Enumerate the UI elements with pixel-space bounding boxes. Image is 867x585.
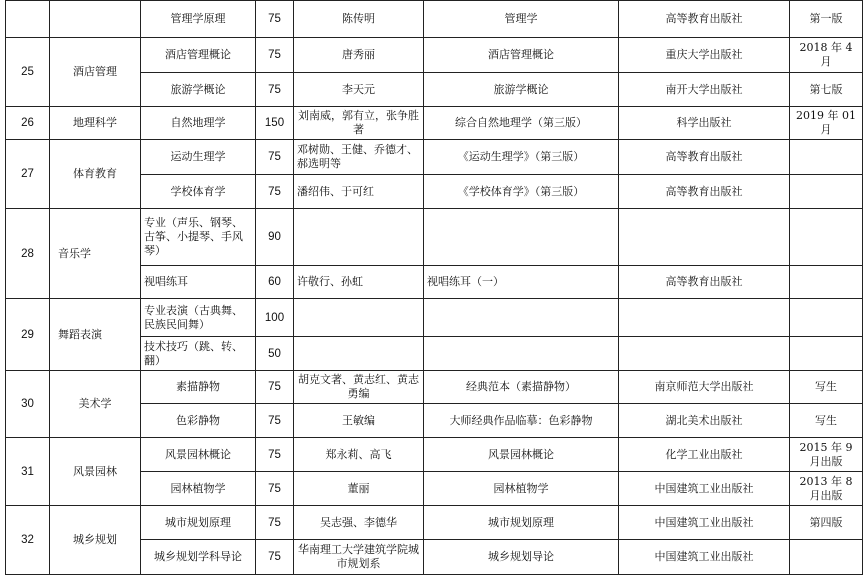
course-cell: 色彩静物 bbox=[141, 404, 256, 438]
table-row bbox=[6, 371, 863, 404]
hours-cell: 50 bbox=[256, 337, 294, 371]
hours-cell: 75 bbox=[256, 540, 294, 575]
hours-cell: 75 bbox=[256, 404, 294, 438]
course-cell: 素描静物 bbox=[141, 371, 256, 404]
course-cell: 风景园林概论 bbox=[141, 438, 256, 472]
author-cell: 李天元 bbox=[294, 73, 424, 107]
course-cell: 旅游学概论 bbox=[141, 73, 256, 107]
author-cell: 王敏编 bbox=[294, 404, 424, 438]
course-cell: 管理学原理 bbox=[141, 1, 256, 38]
table-row bbox=[6, 38, 863, 73]
book-cell: 综合自然地理学（第三版） bbox=[424, 107, 619, 140]
row-number: 29 bbox=[6, 299, 50, 371]
major-cell: 舞蹈表演 bbox=[50, 299, 141, 371]
course-cell: 专业（声乐、钢琴、古筝、小提琴、手风琴） bbox=[141, 209, 256, 266]
author-cell: 陈传明 bbox=[294, 1, 424, 38]
book-cell: 风景园林概论 bbox=[424, 438, 619, 472]
publisher-cell bbox=[619, 209, 790, 266]
table-row bbox=[6, 438, 863, 472]
edition-cell bbox=[790, 140, 863, 175]
hours-cell: 100 bbox=[256, 299, 294, 337]
edition-cell bbox=[790, 209, 863, 266]
course-cell: 城乡规划学科导论 bbox=[141, 540, 256, 575]
table-row bbox=[6, 299, 863, 337]
course-cell: 视唱练耳 bbox=[141, 266, 256, 299]
table-row bbox=[6, 506, 863, 540]
hours-cell: 75 bbox=[256, 175, 294, 209]
publisher-cell: 化学工业出版社 bbox=[619, 438, 790, 472]
edition-cell: 第七版 bbox=[790, 73, 863, 107]
edition-cell bbox=[790, 337, 863, 371]
hours-cell: 75 bbox=[256, 1, 294, 38]
author-cell: 许敬行、孙虹 bbox=[294, 266, 424, 299]
row-number: 28 bbox=[6, 209, 50, 299]
book-cell: 《运动生理学》（第三版） bbox=[424, 140, 619, 175]
edition-cell bbox=[790, 266, 863, 299]
book-cell: 《学校体育学》（第三版） bbox=[424, 175, 619, 209]
major-cell: 地理科学 bbox=[50, 107, 141, 140]
author-cell: 华南理工大学建筑学院城市规划系 bbox=[294, 540, 424, 575]
edition-cell bbox=[790, 175, 863, 209]
course-cell: 运动生理学 bbox=[141, 140, 256, 175]
major-cell: 音乐学 bbox=[50, 209, 141, 299]
book-cell: 城市规划原理 bbox=[424, 506, 619, 540]
publisher-cell: 南开大学出版社 bbox=[619, 73, 790, 107]
publisher-cell: 重庆大学出版社 bbox=[619, 38, 790, 73]
book-cell bbox=[424, 209, 619, 266]
author-cell: 郑永莉、高飞 bbox=[294, 438, 424, 472]
major-cell: 城乡规划 bbox=[50, 506, 141, 575]
book-list-table bbox=[5, 0, 863, 575]
row-number bbox=[6, 1, 50, 38]
edition-cell: 第四版 bbox=[790, 506, 863, 540]
hours-cell: 75 bbox=[256, 438, 294, 472]
row-number: 27 bbox=[6, 140, 50, 209]
major-cell: 风景园林 bbox=[50, 438, 141, 506]
book-cell: 酒店管理概论 bbox=[424, 38, 619, 73]
author-cell: 董丽 bbox=[294, 472, 424, 506]
book-cell: 视唱练耳（一） bbox=[424, 266, 619, 299]
edition-cell: 写生 bbox=[790, 404, 863, 438]
publisher-cell: 高等教育出版社 bbox=[619, 140, 790, 175]
book-cell bbox=[424, 337, 619, 371]
table-row bbox=[6, 209, 863, 266]
publisher-cell: 中国建筑工业出版社 bbox=[619, 540, 790, 575]
publisher-cell: 科学出版社 bbox=[619, 107, 790, 140]
table-row bbox=[6, 1, 863, 38]
author-cell: 邓树勋、王健、乔德才、郝选明等 bbox=[294, 140, 424, 175]
major-cell bbox=[50, 1, 141, 38]
book-cell: 园林植物学 bbox=[424, 472, 619, 506]
row-number: 25 bbox=[6, 38, 50, 107]
book-cell: 大师经典作品临摹：色彩静物 bbox=[424, 404, 619, 438]
hours-cell: 75 bbox=[256, 38, 294, 73]
hours-cell: 60 bbox=[256, 266, 294, 299]
edition-cell: 2015 年 9 月出版 bbox=[790, 438, 863, 472]
course-cell: 技术技巧（跳、转、翻） bbox=[141, 337, 256, 371]
edition-cell bbox=[790, 299, 863, 337]
course-cell: 园林植物学 bbox=[141, 472, 256, 506]
publisher-cell: 高等教育出版社 bbox=[619, 175, 790, 209]
edition-cell: 写生 bbox=[790, 371, 863, 404]
publisher-cell: 中国建筑工业出版社 bbox=[619, 472, 790, 506]
row-number: 32 bbox=[6, 506, 50, 575]
publisher-cell: 南京师范大学出版社 bbox=[619, 371, 790, 404]
edition-cell: 2019 年 01 月 bbox=[790, 107, 863, 140]
edition-cell: 第一版 bbox=[790, 1, 863, 38]
book-cell: 管理学 bbox=[424, 1, 619, 38]
course-cell: 城市规划原理 bbox=[141, 506, 256, 540]
author-cell: 唐秀丽 bbox=[294, 38, 424, 73]
book-cell: 经典范本（素描静物） bbox=[424, 371, 619, 404]
course-cell: 学校体育学 bbox=[141, 175, 256, 209]
major-cell: 酒店管理 bbox=[50, 38, 141, 107]
table-row bbox=[6, 140, 863, 175]
author-cell: 吴志强、李德华 bbox=[294, 506, 424, 540]
publisher-cell: 高等教育出版社 bbox=[619, 1, 790, 38]
hours-cell: 75 bbox=[256, 506, 294, 540]
book-cell: 旅游学概论 bbox=[424, 73, 619, 107]
course-cell: 专业表演（古典舞、民族民间舞） bbox=[141, 299, 256, 337]
edition-cell: 2018 年 4 月 bbox=[790, 38, 863, 73]
publisher-cell: 高等教育出版社 bbox=[619, 266, 790, 299]
course-cell: 酒店管理概论 bbox=[141, 38, 256, 73]
hours-cell: 75 bbox=[256, 140, 294, 175]
author-cell bbox=[294, 337, 424, 371]
major-cell: 体育教育 bbox=[50, 140, 141, 209]
row-number: 26 bbox=[6, 107, 50, 140]
course-cell: 自然地理学 bbox=[141, 107, 256, 140]
hours-cell: 75 bbox=[256, 73, 294, 107]
author-cell bbox=[294, 209, 424, 266]
row-number: 30 bbox=[6, 371, 50, 438]
publisher-cell: 中国建筑工业出版社 bbox=[619, 506, 790, 540]
book-cell: 城乡规划导论 bbox=[424, 540, 619, 575]
author-cell: 刘南威，郭有立，张争胜 著 bbox=[294, 107, 424, 140]
row-number: 31 bbox=[6, 438, 50, 506]
major-cell: 美术学 bbox=[50, 371, 141, 438]
hours-cell: 75 bbox=[256, 371, 294, 404]
edition-cell: 2013 年 8 月出版 bbox=[790, 472, 863, 506]
hours-cell: 150 bbox=[256, 107, 294, 140]
author-cell: 潘绍伟、于可红 bbox=[294, 175, 424, 209]
edition-cell bbox=[790, 540, 863, 575]
author-cell: 胡克文著、黄志红、黄志勇编 bbox=[294, 371, 424, 404]
publisher-cell: 湖北美术出版社 bbox=[619, 404, 790, 438]
publisher-cell bbox=[619, 337, 790, 371]
author-cell bbox=[294, 299, 424, 337]
table-row bbox=[6, 107, 863, 140]
publisher-cell bbox=[619, 299, 790, 337]
book-cell bbox=[424, 299, 619, 337]
hours-cell: 90 bbox=[256, 209, 294, 266]
hours-cell: 75 bbox=[256, 472, 294, 506]
